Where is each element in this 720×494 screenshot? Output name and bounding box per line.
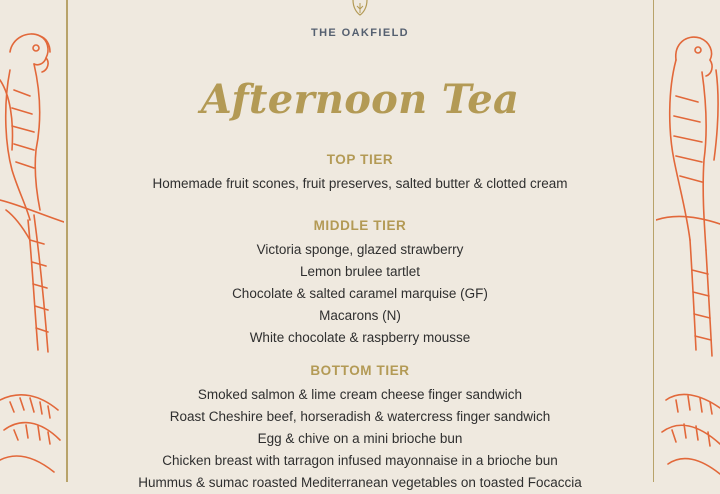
brand-name: THE OAKFIELD (310, 27, 410, 39)
menu-item: Victoria sponge, glazed strawberry (256, 242, 464, 257)
menu-item: White chocolate & raspberry mousse (249, 330, 471, 345)
menu-item: Roast Cheshire beef, horseradish & watercress finger sandwich (169, 409, 551, 424)
section-title: MIDDLE TIER (313, 218, 407, 233)
section-title: BOTTOM TIER (310, 363, 410, 378)
menu-item: Lemon brulee tartlet (299, 264, 421, 279)
section-bottom-tier (70, 362, 650, 494)
section-top-tier (70, 151, 650, 195)
leaf-crest-icon (350, 0, 370, 16)
right-parrot-illustration (656, 0, 720, 480)
menu-item: Hummus & sumac roasted Mediterranean vegetables on toasted Focaccia (138, 475, 582, 490)
menu-item: Egg & chive on a mini brioche bun (257, 431, 463, 446)
menu-panel (70, 0, 650, 490)
menu-item: Smoked salmon & lime cream cheese finger sandwich (197, 387, 523, 402)
menu-item: Chicken breast with tarragon infused mayonnaise in a brioche bun (162, 453, 558, 468)
left-parrot-illustration (0, 0, 64, 480)
menu-item: Chocolate & salted caramel marquise (GF) (232, 286, 488, 301)
left-gold-border (66, 0, 68, 482)
menu-item: Homemade fruit scones, fruit preserves, salted butter & clotted cream (152, 176, 568, 191)
section-middle-tier (70, 217, 650, 349)
menu-title: Afternoon Tea (200, 76, 520, 123)
section-title: TOP TIER (326, 152, 394, 167)
menu-item: Macarons (N) (319, 308, 401, 323)
right-gold-border (653, 0, 655, 482)
